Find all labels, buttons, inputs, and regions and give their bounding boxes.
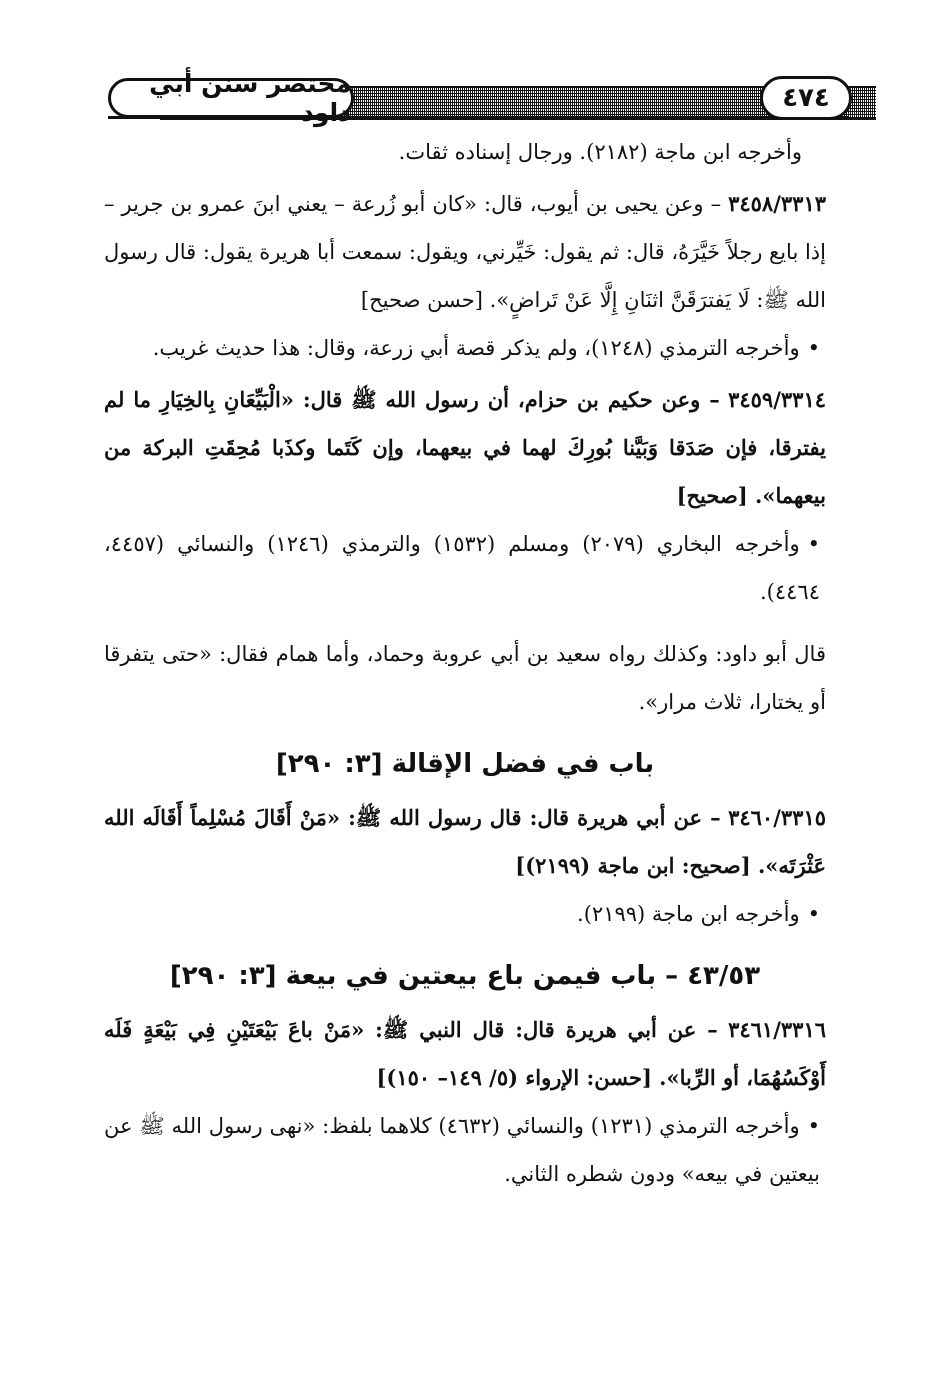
note-text: وأخرجه الترمذي (١٢٣١) والنسائي (٤٦٣٢) كلاهما بلفظ: «نهى رسول الله ﷺ عن بيعتين في بيعه» ودون شطره الثاني. xyxy=(104,1114,820,1186)
hadith-3458 xyxy=(104,180,826,324)
abu-dawud-remark: قال أبو داود: وكذلك رواه سعيد بن أبي عروبة وحماد، وأما همام فقال: «حتى يتفرقا أو يختارا، ثلاث مرار». xyxy=(104,642,826,714)
hadith-3461 xyxy=(104,1006,826,1102)
bullet-icon: • xyxy=(807,532,820,556)
hadith-3460 xyxy=(104,794,826,890)
hadith-text: – وعن يحيى بن أيوب، قال: «كان أبو زُرعة – يعني ابنَ عمرو بن جرير – إذا بايع رجلاً خَيَّرَهُ، قال: ثم يقول: خَيِّرني، ويقول: سمعت أبا هريرة يقول: قال رسول الله ﷺ: لَا يَفترَقَنَّ اثنَانِ إِلَّا عَنْ تَراضٍ». [حسن صحيح] xyxy=(104,192,826,312)
takhrij-note xyxy=(104,520,826,616)
chapter-heading: ٤٣/٥٣ – باب فيمن باع بيعتين في بيعة [٣: ٢٩٠] xyxy=(169,961,761,991)
page-number: ٤٧٤ xyxy=(760,76,852,120)
hadith-3459 xyxy=(104,376,826,520)
hadith-text: – وعن حكيم بن حزام، أن رسول الله ﷺ قال: «الْبَيِّعَانِ بِالخِيَارِ ما لم يفترقا، فإن صَدَقا وَبَيَّنا بُورِكَ لهما في بيعهما، وإن كَتَما وكذَبا مُحِقَتِ البركة من بيعهما». [صحيح] xyxy=(104,387,826,508)
hadith-number: ٣٤٦٠/٣٣١٥ xyxy=(728,805,826,830)
hadith-number: ٣٤٥٩/٣٣١٤ xyxy=(728,387,826,412)
note-text: وأخرجه البخاري (٢٠٧٩) ومسلم (١٥٣٢) والترمذي (١٢٤٦) والنسائي (٤٤٥٧، ٤٤٦٤). xyxy=(104,532,820,604)
page-content xyxy=(104,128,826,1198)
hadith-text: – عن أبي هريرة قال: قال رسول الله ﷺ: «مَنْ أَقَالَ مُسْلِماً أَقَالَه الله عَثْرَتَه». [صحيح: ابن ماجة (٢١٩٩)] xyxy=(104,805,826,878)
note-text: وأخرجه ابن ماجة (٢١٩٩). xyxy=(577,902,800,926)
takhrij-note xyxy=(104,1102,826,1198)
chapter-heading: باب في فضل الإقالة [٣: ٢٩٠] xyxy=(275,749,655,779)
hadith-text: – عن أبي هريرة قال: قال النبي ﷺ: «مَنْ باعَ بَيْعَتَيْنِ فِي بَيْعَةٍ فَلَه أَوْكَسُهُمَا، أو الرِّبا». [حسن: الإرواء (٥/ ١٤٩– ١٥٠)] xyxy=(104,1017,826,1090)
takhrij-note xyxy=(104,890,826,938)
bullet-icon: • xyxy=(807,1114,820,1138)
takhrij-note xyxy=(104,324,826,372)
continuation-line: وأخرجه ابن ماجة (٢١٨٢). ورجال إسناده ثقات. xyxy=(398,140,802,164)
spacer xyxy=(104,616,826,630)
bullet-icon: • xyxy=(807,902,820,926)
note-text: وأخرجه الترمذي (١٢٤٨)، ولم يذكر قصة أبي زرعة، وقال: هذا حديث غريب. xyxy=(152,336,800,360)
book-title: مختصر سنن أبي داود xyxy=(108,78,354,118)
page-header xyxy=(0,0,949,140)
bullet-icon: • xyxy=(807,336,820,360)
hadith-number: ٣٤٥٨/٣٣١٣ xyxy=(728,191,826,216)
hadith-number: ٣٤٦١/٣٣١٦ xyxy=(728,1017,826,1042)
